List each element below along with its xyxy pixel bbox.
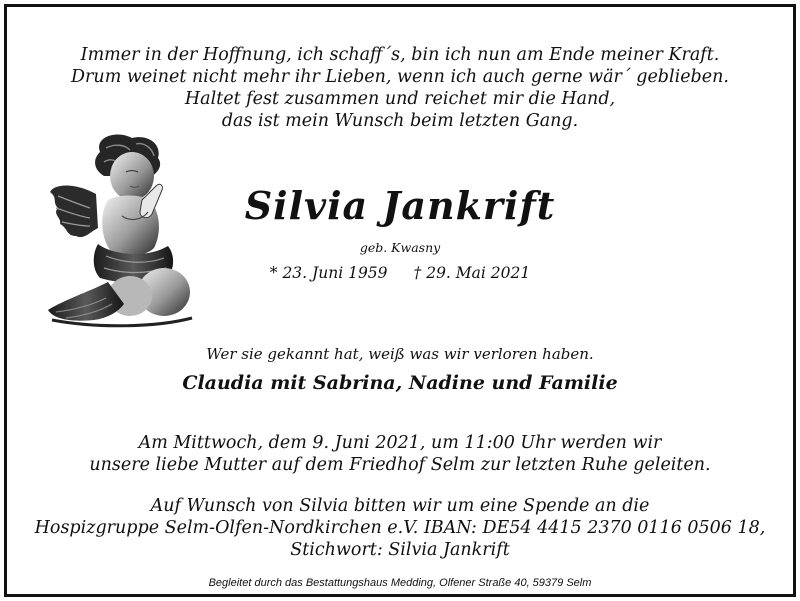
service-line: unsere liebe Mutter auf dem Friedhof Selm zur letzten Ruhe geleiten. (89, 455, 711, 475)
poem-line: das ist mein Wunsch beim letzten Gang. (221, 111, 579, 131)
poem-line: Haltet fest zusammen und reichet mir die Hand, (184, 89, 616, 109)
praying-angel-icon (44, 132, 196, 328)
funeral-service-text (0, 432, 800, 476)
donation-line: Auf Wunsch von Silvia bitten wir um eine Spende an die (150, 496, 650, 516)
poem-line: Drum weinet nicht mehr ihr Lieben, wenn ich auch gerne wär´ geblieben. (71, 67, 729, 87)
donation-line: Stichwort: Silvia Jankrift (290, 540, 510, 560)
death-date: † 29. Mai 2021 (413, 264, 531, 282)
birth-date: * 23. Juni 1959 (269, 264, 388, 282)
deceased-name: Silvia Jankrift (244, 183, 556, 228)
family-names: Claudia mit Sabrina, Nadine und Familie (182, 372, 618, 394)
maiden-name: geb. Kwasny (359, 240, 441, 255)
poem (0, 44, 800, 132)
mourning-quote: Wer sie gekannt hat, weiß was wir verloren haben. (206, 345, 594, 363)
undertaker-credit: Begleitet durch das Bestattungshaus Medding, Olfener Straße 40, 59379 Selm (208, 577, 592, 589)
poem-line: Immer in der Hoffnung, ich schaff´s, bin ich nun am Ende meiner Kraft. (80, 45, 720, 65)
donation-line: Hospizgruppe Selm-Olfen-Nordkirchen e.V. IBAN: DE54 4415 2370 0116 0506 18, (34, 518, 766, 538)
donation-request (0, 495, 800, 561)
life-dates (200, 263, 600, 283)
service-line: Am Mittwoch, dem 9. Juni 2021, um 11:00 Uhr werden wir (138, 433, 662, 453)
